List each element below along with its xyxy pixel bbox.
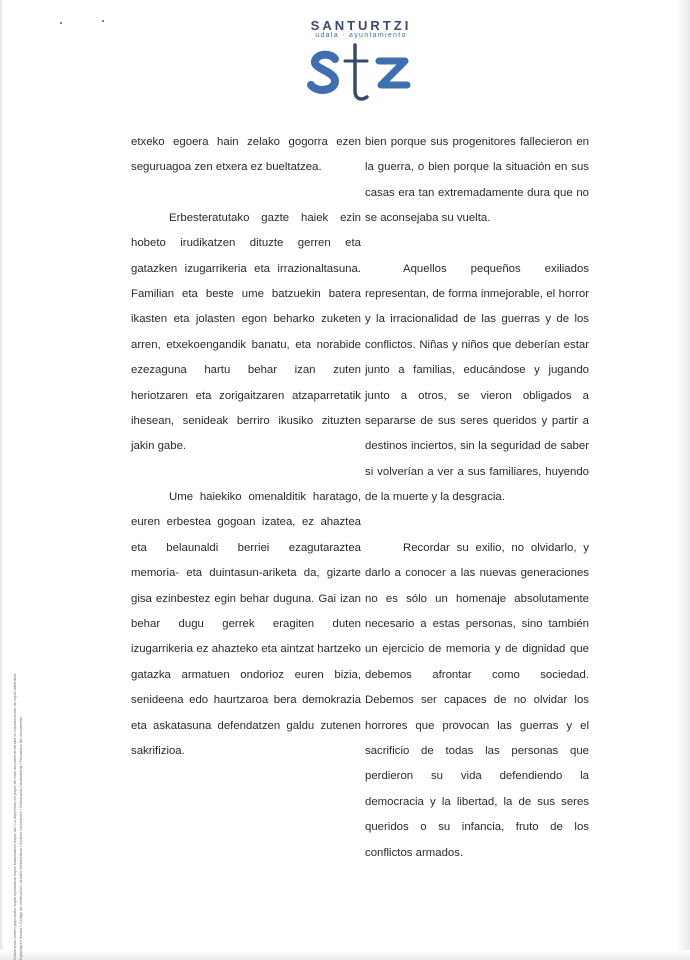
stz-monogram-icon bbox=[305, 41, 417, 107]
page-edge-shadow-left bbox=[0, 0, 4, 960]
paragraph: etxeko egoera hain zelako gogorra ezen seguruagoa zen etxera ez bueltatzea. bbox=[131, 136, 361, 174]
basque-text-column bbox=[131, 130, 361, 764]
paragraph: Erbesteratutako gazte haiek ezin hobeto irudikatzen dituzte gerren eta gatazken izugarrikeria eta irrazionaltasuna. Familian eta beste ume batzuekin batera ikasten eta jolasten egon beharko zuketen arren, etxekoengandik banatu, eta norabide ezezaguna hartu behar izan zuten heriotzaren eta zorigaitzaren atzaparretatik ihesean, senideak berriro ikusiko zituzten jakin gabe. bbox=[131, 211, 361, 453]
side-note-line: Egiaztapen kodea / Código de verificación: Artxibo elektronikoa / Archivo electrónico / Dokumentu sinatzaileak / Firmantes del documento bbox=[17, 716, 23, 960]
logo-org-subtitle: udala · ayuntamiento bbox=[315, 32, 407, 39]
paragraph: bien porque sus progenitores fallecieron en la guerra, o bien porque la situación en sus casas era tan extremadamente dura que no se aconsejaba su vuelta. bbox=[365, 136, 589, 225]
logo-org-name: SANTURTZI bbox=[310, 18, 412, 33]
side-note-line: Dokumentu honen paperezko kopia inprimatua kopia kautotuaren kopia da / La impresión en papel de este documento tendrá la consideración de copia auténtica. bbox=[12, 672, 17, 960]
verification-side-note bbox=[12, 560, 38, 960]
paragraph: Recordar su exilio, no olvidarlo, y darlo a conocer a las nuevas generaciones no es sólo un homenaje absolutamente necesario a estas personas, sino también un ejercicio de memoria y de dignidad que debemos afrontar como sociedad. Debemos ser capaces de no olvidar los horrores que provocan las guerras y el sacrificio de todas las personas que perdieron su vida defendiendo la democracia y la libertad, la de sus seres queridos o su infancia, fruto de los conflictos armados. bbox=[365, 541, 589, 859]
paragraph: Aquellos pequeños exiliados representan, de forma inmejorable, el horror y la irracionalidad de las guerras y de los conflictos. Niñas y niños que deberían estar junto a familias, educándose y jugando junto a otros, se vieron obligados a separarse de sus seres queridos y partir a destinos inciertos, sin la seguridad de saber si volverían a ver a sus familiares, huyendo de la muerte y la desgracia. bbox=[365, 262, 589, 504]
paragraph: Ume haiekiko omenalditik haratago, euren erbestea gogoan izatea, ez ahaztea eta belaunaldi berriei ezagutaraztea memoria- eta duintasun-ariketa da, gizarte gisa ezinbestez egin behar duguna. Gai izan behar dugu gerrek eragiten duten izugarrikeria ez ahazteko eta aintzat hartzeko gatazka armatuen ondorioz euren bizia, senideena edo haurtzaroa bera demokrazia eta askatasuna defendatzen galdu zutenen sakrifizioa. bbox=[131, 490, 361, 757]
spanish-text-column bbox=[365, 130, 589, 866]
municipal-logo bbox=[296, 18, 426, 107]
page-edge-shadow-right bbox=[676, 0, 690, 960]
page-edge-shadow-bottom bbox=[0, 950, 690, 960]
